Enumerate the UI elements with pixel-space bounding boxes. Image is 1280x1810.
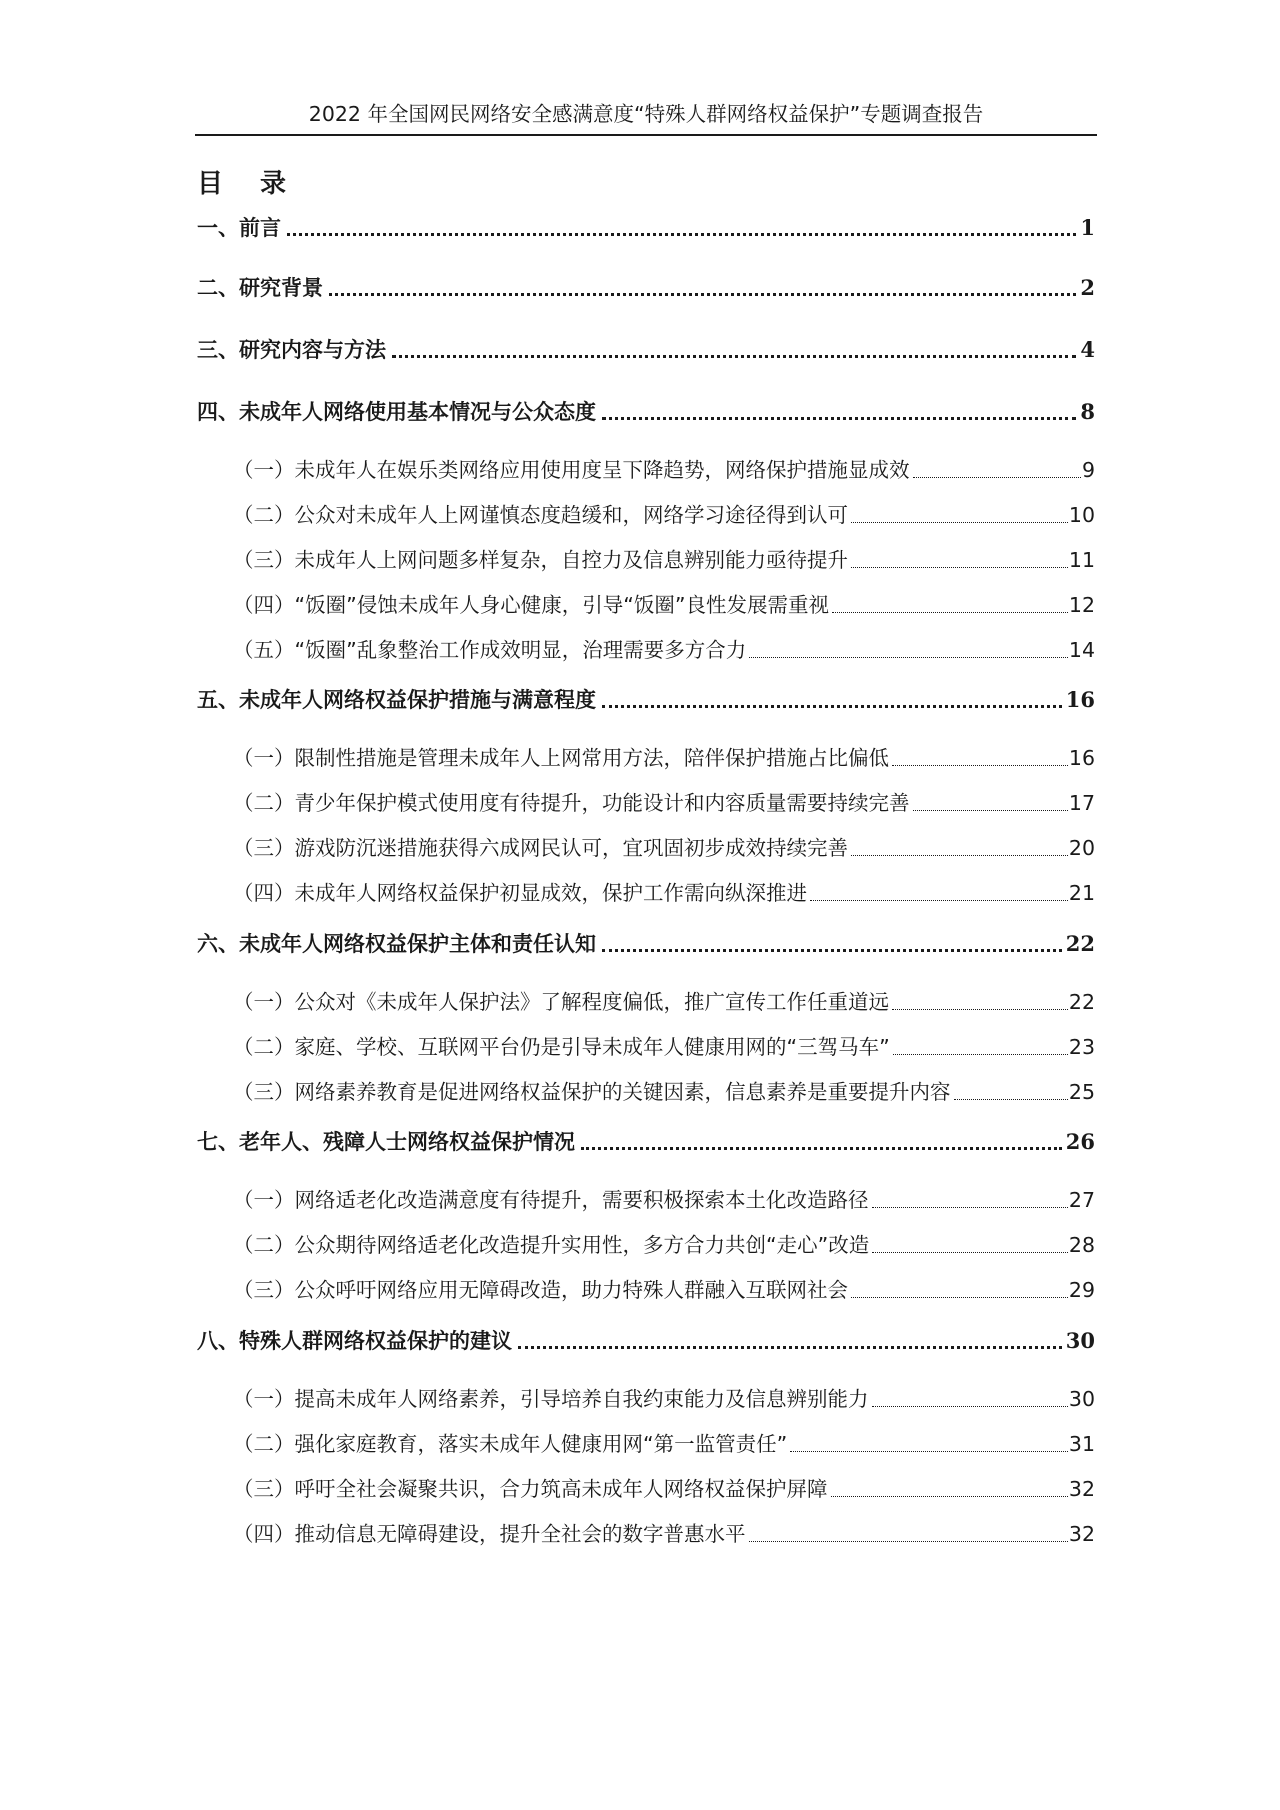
toc-entry-label: （三）未成年人上网问题多样复杂，自控力及信息辨别能力亟待提升 [233,548,848,572]
toc-leader-dots [872,1207,1068,1208]
toc-leader-dots [831,1496,1068,1497]
toc-leader-dots [749,657,1068,658]
toc-page-number: 11 [1068,548,1095,572]
toc-leader-dots [954,1099,1068,1100]
toc-entry-5-1[interactable] [233,742,1095,774]
toc-entry-label: （二）公众对未成年人上网谨慎态度趋缓和，网络学习途径得到认可 [233,503,848,527]
toc-leader-dots [851,522,1068,523]
toc-page-number: 22 [1068,990,1095,1014]
toc-entry-label: 二、研究背景 [197,275,323,300]
toc-entry-8-4[interactable] [233,1518,1095,1550]
toc-leader-dots [913,477,1081,478]
toc-page-number: 29 [1068,1278,1095,1302]
toc-entry-label: 八、特殊人群网络权益保护的建议 [197,1328,512,1353]
toc-leader-dots [810,900,1068,901]
toc-entry-4-2[interactable] [233,499,1095,531]
toc-entry-5-2[interactable] [233,787,1095,819]
toc-page-number: 1 [1080,215,1095,240]
toc-entry-2[interactable] [197,272,1095,304]
toc-entry-label: （四）推动信息无障碍建设，提升全社会的数字普惠水平 [233,1522,746,1546]
toc-page-number: 20 [1068,836,1095,860]
toc-leader-dots [602,417,1076,420]
toc-entry-6[interactable] [197,928,1095,960]
toc-entry-label: （一）公众对《未成年人保护法》了解程度偏低，推广宣传工作任重道远 [233,990,889,1014]
toc-entry-7-1[interactable] [233,1184,1095,1216]
toc-entry-label: 四、未成年人网络使用基本情况与公众态度 [197,399,596,424]
toc-page-number: 23 [1068,1035,1095,1059]
toc-page-number: 10 [1068,503,1095,527]
toc-entry-label: （二）家庭、学校、互联网平台仍是引导未成年人健康用网的“三驾马车” [233,1035,890,1059]
toc-leader-dots [892,1009,1068,1010]
toc-page-number: 9 [1081,458,1095,482]
toc-page-number: 4 [1080,337,1095,362]
toc-entry-4-4[interactable] [233,589,1095,621]
toc-entry-7-3[interactable] [233,1274,1095,1306]
toc-leader-dots [602,705,1062,708]
toc-page-number: 21 [1068,881,1095,905]
toc-leader-dots [851,1297,1068,1298]
toc-entry-6-2[interactable] [233,1031,1095,1063]
toc-entry-label: （一）限制性措施是管理未成年人上网常用方法，陪伴保护措施占比偏低 [233,746,889,770]
toc-leader-dots [749,1541,1068,1542]
toc-page-number: 14 [1068,638,1095,662]
toc-page-number: 30 [1068,1387,1095,1411]
toc-leader-dots [602,949,1062,952]
toc-entry-8[interactable] [197,1325,1095,1357]
toc-leader-dots [518,1346,1062,1349]
toc-entry-4-1[interactable] [233,454,1095,486]
toc-leader-dots [851,855,1068,856]
toc-page-number: 16 [1068,746,1095,770]
toc-page-number: 2 [1080,275,1095,300]
toc-entry-label: （三）游戏防沉迷措施获得六成网民认可，宜巩固初步成效持续完善 [233,836,848,860]
toc-entry-4-3[interactable] [233,544,1095,576]
toc-entry-label: 一、前言 [197,215,281,240]
toc-page-number: 26 [1065,1129,1095,1154]
toc-entry-5[interactable] [197,684,1095,716]
toc-page-number: 31 [1068,1432,1095,1456]
toc-entry-label: （四）“饭圈”侵蚀未成年人身心健康，引导“饭圈”良性发展需重视 [233,593,829,617]
toc-entry-7-2[interactable] [233,1229,1095,1261]
toc-entry-7[interactable] [197,1126,1095,1158]
toc-leader-dots [329,293,1076,296]
toc-leader-dots [872,1406,1068,1407]
toc-entry-8-1[interactable] [233,1383,1095,1415]
toc-page-number: 16 [1065,687,1095,712]
toc-leader-dots [790,1451,1068,1452]
toc-entry-label: 七、老年人、残障人士网络权益保护情况 [197,1129,575,1154]
toc-page-number: 32 [1068,1477,1095,1501]
page-header: 2022 年全国网民网络安全感满意度“特殊人群网络权益保护”专题调查报告 [195,98,1097,136]
toc-entry-label: 五、未成年人网络权益保护措施与满意程度 [197,687,596,712]
toc-entry-label: （三）呼吁全社会凝聚共识，合力筑高未成年人网络权益保护屏障 [233,1477,828,1501]
toc-entry-label: （五）“饭圈”乱象整治工作成效明显，治理需要多方合力 [233,638,747,662]
toc-page-number: 32 [1068,1522,1095,1546]
toc-leader-dots [287,233,1076,236]
toc-page-number: 25 [1068,1080,1095,1104]
toc-leader-dots [851,567,1068,568]
toc-entry-label: （一）网络适老化改造满意度有待提升，需要积极探索本土化改造路径 [233,1188,869,1212]
toc-entry-6-1[interactable] [233,986,1095,1018]
toc-entry-label: （二）青少年保护模式使用度有待提升，功能设计和内容质量需要持续完善 [233,791,910,815]
toc-page-number: 28 [1068,1233,1095,1257]
toc-entry-label: （三）公众呼吁网络应用无障碍改造，助力特殊人群融入互联网社会 [233,1278,848,1302]
toc-entry-label: （二）强化家庭教育，落实未成年人健康用网“第一监管责任” [233,1432,788,1456]
toc-entry-4-5[interactable] [233,634,1095,666]
toc-entry-label: （二）公众期待网络适老化改造提升实用性，多方合力共创“走心”改造 [233,1233,870,1257]
toc-entry-label: （一）提高未成年人网络素养，引导培养自我约束能力及信息辨别能力 [233,1387,869,1411]
toc-entry-5-4[interactable] [233,877,1095,909]
toc-leader-dots [893,1054,1068,1055]
toc-entry-5-3[interactable] [233,832,1095,864]
toc-title: 目 录 [197,169,301,199]
toc-entry-label: （三）网络素养教育是促进网络权益保护的关键因素，信息素养是重要提升内容 [233,1080,951,1104]
toc-entry-label: 三、研究内容与方法 [197,337,386,362]
toc-entry-4[interactable] [197,396,1095,428]
toc-page-number: 12 [1068,593,1095,617]
toc-leader-dots [892,765,1068,766]
toc-entry-label: 六、未成年人网络权益保护主体和责任认知 [197,931,596,956]
toc-page-number: 22 [1065,931,1095,956]
toc-entry-label: （一）未成年人在娱乐类网络应用使用度呈下降趋势，网络保护措施显成效 [233,458,910,482]
toc-entry-label: （四）未成年人网络权益保护初显成效，保护工作需向纵深推进 [233,881,807,905]
toc-entry-3[interactable] [197,334,1095,366]
toc-entry-6-3[interactable] [233,1076,1095,1108]
toc-page-number: 17 [1068,791,1095,815]
toc-leader-dots [392,355,1076,358]
toc-entry-8-3[interactable] [233,1473,1095,1505]
toc-entry-8-2[interactable] [233,1428,1095,1460]
toc-page-number: 27 [1068,1188,1095,1212]
toc-page-number: 8 [1080,399,1095,424]
toc-leader-dots [832,612,1068,613]
toc-page-number: 30 [1065,1328,1095,1353]
toc-leader-dots [913,810,1068,811]
toc-leader-dots [872,1252,1068,1253]
toc-entry-1[interactable] [197,212,1095,244]
toc-leader-dots [581,1147,1062,1150]
